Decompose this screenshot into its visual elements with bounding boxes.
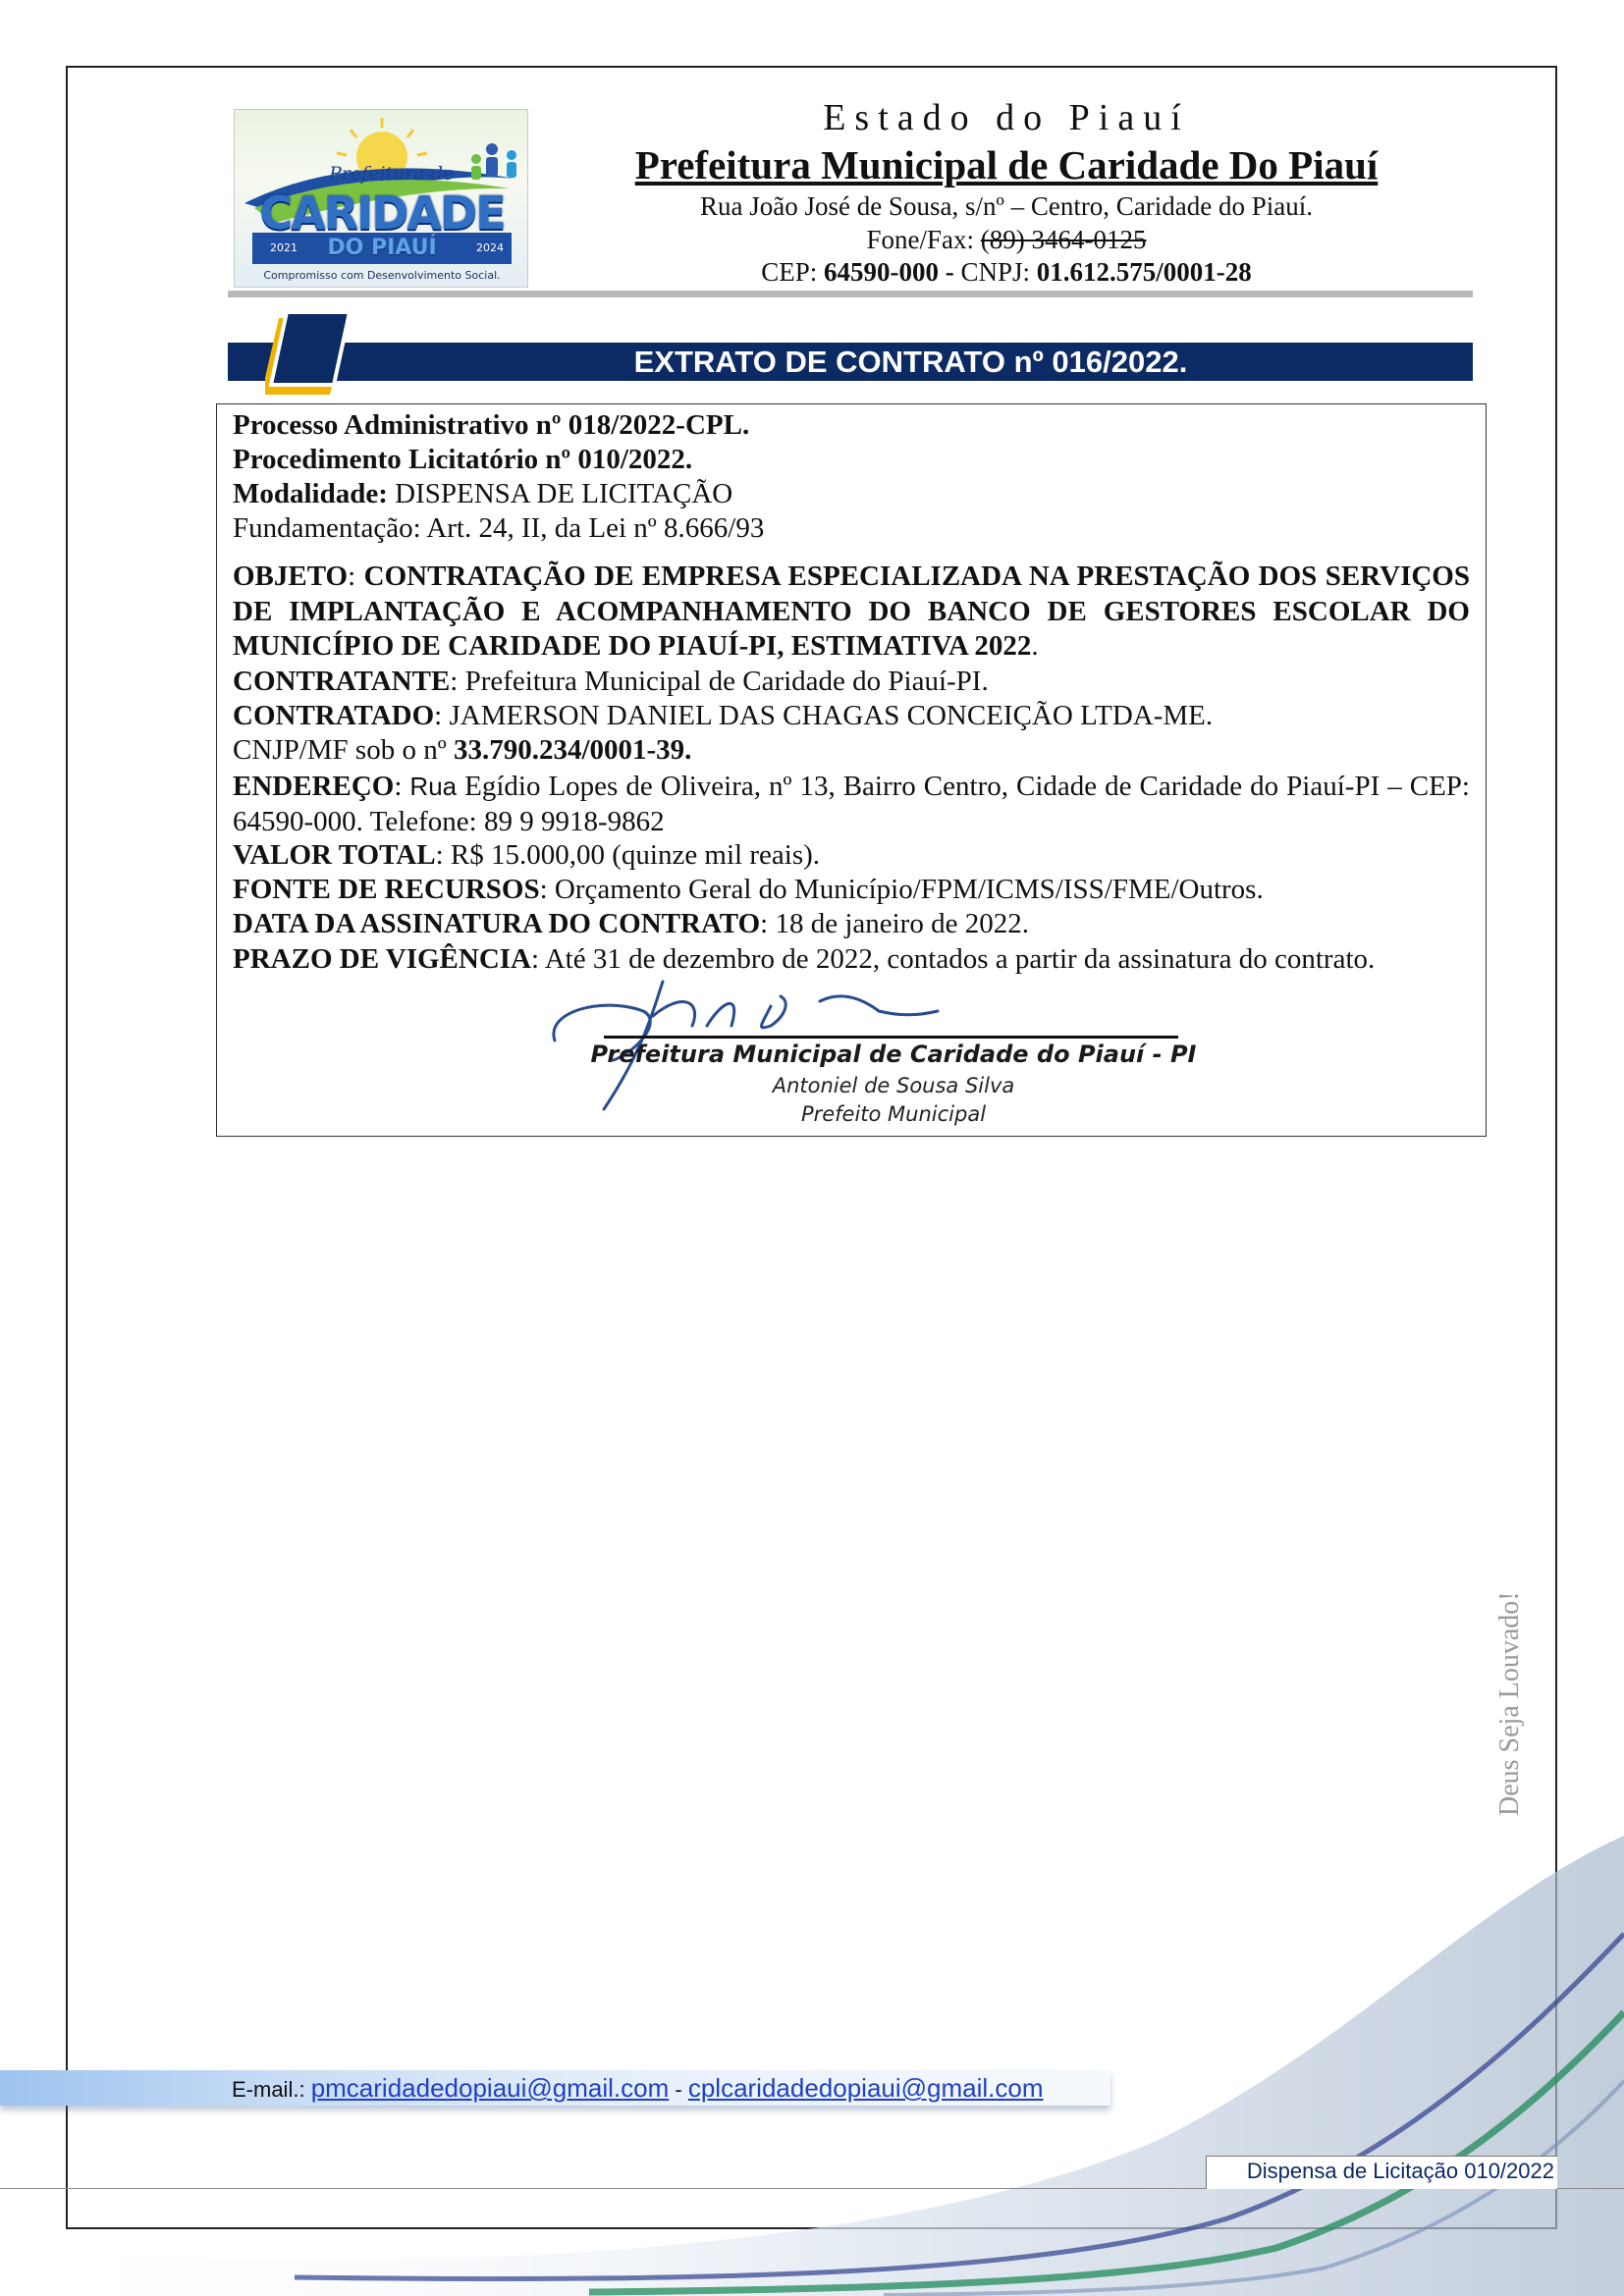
modalidade-label: Modalidade: xyxy=(233,478,388,509)
email-link-1[interactable]: pmcaridadedopiaui@gmail.com xyxy=(310,2073,670,2103)
email-link-2[interactable]: cplcaridadedopiaui@gmail.com xyxy=(687,2073,1044,2103)
contratante-label: CONTRATANTE xyxy=(233,666,451,697)
cnpj-contratado-value: 33.790.234/0001-39. xyxy=(453,734,692,766)
cnpj-contratado-line xyxy=(233,734,691,767)
valor-line xyxy=(233,839,820,872)
endereco-label: ENDEREÇO xyxy=(233,771,395,802)
cep-value: 64590-000 - xyxy=(824,257,961,287)
fundamentacao-line: Fundamentação: Art. 24, II, da Lei nº 8.666/93 xyxy=(233,512,765,544)
data-assinatura-label: DATA DA ASSINATURA DO CONTRATO xyxy=(233,908,761,939)
cnpj-label: CNPJ: xyxy=(960,257,1037,287)
state-title: Estado do Piauí xyxy=(823,97,1190,138)
cnpj-value: 01.612.575/0001-28 xyxy=(1036,257,1252,287)
phone-line xyxy=(589,225,1424,255)
modalidade-line xyxy=(233,478,732,510)
endereco-sep: : xyxy=(394,771,410,802)
signature-org: Prefeitura Municipal de Caridade do Piauí - PI xyxy=(590,1041,1197,1068)
header-divider xyxy=(228,291,1473,297)
prazo-label: PRAZO DE VIGÊNCIA xyxy=(233,943,532,975)
address-line: Rua João José de Sousa, s/nº – Centro, Caridade do Piauí. xyxy=(699,191,1314,221)
logo-main-text: CARIDADE xyxy=(259,187,505,240)
modalidade-value: DISPENSA DE LICITAÇÃO xyxy=(387,478,733,509)
signature-role: Prefeito Municipal xyxy=(800,1102,987,1126)
contratante-value: : Prefeitura Municipal de Caridade do Piauí-PI. xyxy=(450,666,989,697)
objeto-value: CONTRATAÇÃO DE EMPRESA ESPECIALIZADA NA PRESTAÇÃO DOS SERVIÇOS DE IMPLANTAÇÃO E ACOMPANHAMENTO DO BANCO DE GESTORES ESCOLAR DO MUNICÍPIO DE CARIDADE DO PIAUÍ-PI, ESTIMATIVA 2022 xyxy=(233,561,1470,662)
fonte-value: : Orçamento Geral do Município/FPM/ICMS/ISS/FME/Outros. xyxy=(539,874,1264,905)
footer-doc-label: Dispensa de Licitação 010/2022 xyxy=(1246,2159,1554,2183)
signature-name: Antoniel de Sousa Silva xyxy=(772,1074,1015,1097)
objeto-end: . xyxy=(1031,630,1039,662)
objeto-paragraph xyxy=(233,560,1470,665)
logo-top-text: Prefeitura de xyxy=(329,163,455,185)
endereco-paragraph xyxy=(233,770,1470,839)
contratado-value: : JAMERSON DANIEL DAS CHAGAS CONCEIÇÃO LTDA-ME. xyxy=(434,700,1214,731)
email-label: E-mail.: xyxy=(232,2077,311,2102)
logo-tagline: Compromisso com Desenvolvimento Social. xyxy=(263,269,501,282)
cep-label: CEP: xyxy=(761,257,824,287)
people-icon xyxy=(471,143,516,180)
contratado-line xyxy=(233,700,1213,732)
cep-cnpj-line xyxy=(589,257,1424,288)
prazo-value: : Até 31 de dezembro de 2022, contados a partir da assinatura do contrato. xyxy=(531,943,1376,975)
signature-line xyxy=(604,1036,1178,1039)
objeto-label: OBJETO xyxy=(233,561,349,592)
data-assinatura-line xyxy=(233,908,1029,940)
cnpj-contratado-label: CNJP/MF sob o nº xyxy=(233,734,454,766)
valor-value: : R$ 15.000,00 (quinze mil reais). xyxy=(435,839,821,871)
motto-text: Deus Seja Louvado! xyxy=(1494,1591,1525,1816)
logo-year-start: 2021 xyxy=(270,241,298,254)
phone-label: Fone/Fax: xyxy=(866,225,981,254)
objeto-sep: : xyxy=(348,561,364,592)
logo-year-end: 2024 xyxy=(476,241,504,254)
footer-swoosh-icon xyxy=(0,1787,1624,2296)
valor-label: VALOR TOTAL xyxy=(233,839,436,871)
caridade-logo xyxy=(234,109,528,288)
endereco-rua: Rua xyxy=(409,772,458,801)
endereco-value: Egídio Lopes de Oliveira, nº 13, Bairro Centro, Cidade de Caridade do Piauí-PI – CEP: 64590-000. Telefone: 89 9 9918-9862 xyxy=(233,771,1470,837)
contratado-label: CONTRATADO xyxy=(233,700,435,731)
email-line xyxy=(232,2071,1044,2107)
procedimento-line: Procedimento Licitatório nº 010/2022. xyxy=(233,444,693,475)
prefeitura-title: Prefeitura Municipal de Caridade Do Piauí xyxy=(634,142,1379,187)
processo-line: Processo Administrativo nº 018/2022-CPL. xyxy=(233,409,750,441)
email-sep: - xyxy=(669,2077,688,2102)
contratante-line xyxy=(233,666,989,698)
fonte-line xyxy=(233,874,1264,906)
fonte-label: FONTE DE RECURSOS xyxy=(233,874,540,905)
data-assinatura-value: : 18 de janeiro de 2022. xyxy=(760,908,1029,939)
contract-title: EXTRATO DE CONTRATO nº 016/2022. xyxy=(633,345,1188,379)
phone-value: (89) 3464-0125 xyxy=(980,225,1147,254)
logo-sub-text: DO PIAUÍ xyxy=(327,236,437,260)
